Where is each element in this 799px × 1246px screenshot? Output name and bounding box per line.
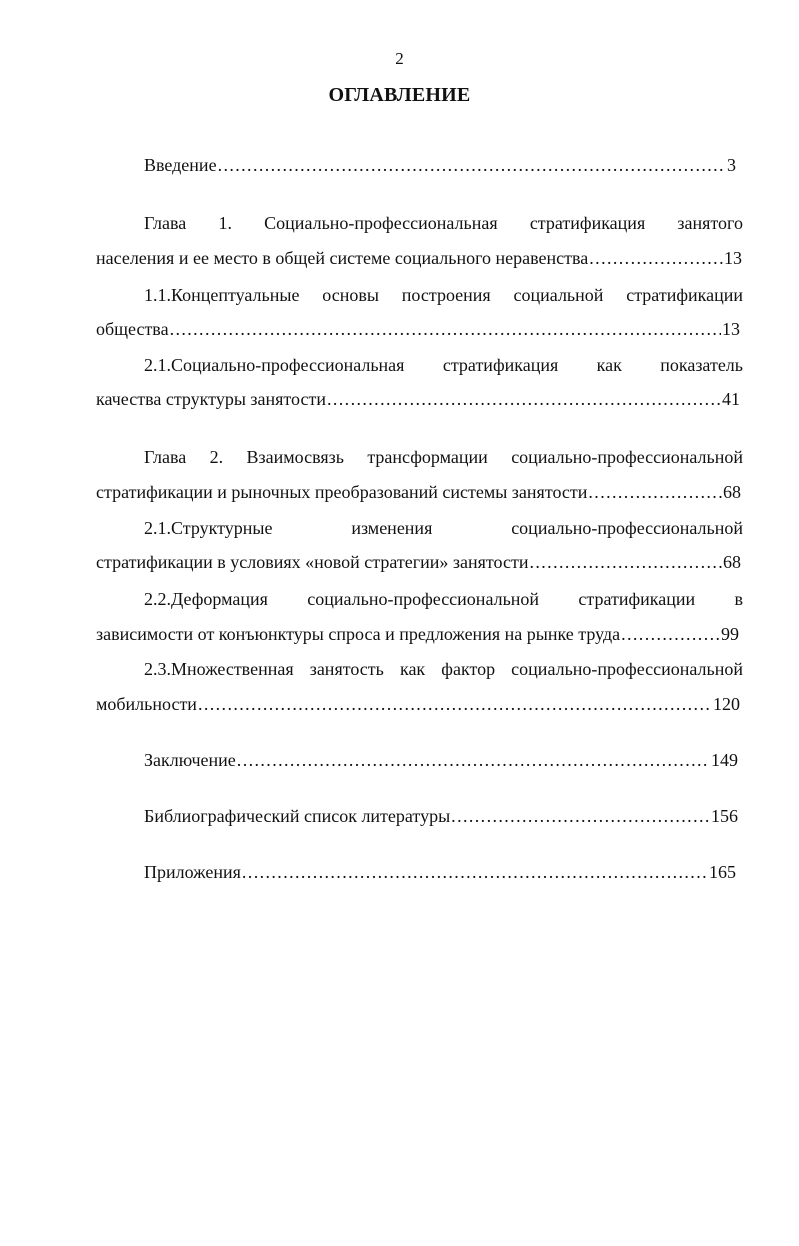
toc-entry-section-1-1[interactable] bbox=[96, 317, 740, 341]
toc-label: мобильности bbox=[96, 694, 197, 714]
dot-leader bbox=[242, 860, 708, 884]
page-title: ОГЛАВЛЕНИЕ bbox=[328, 84, 471, 106]
toc-entry-section-1-1-title[interactable]: 1.1.Концептуальные основы построения социальной стратификации bbox=[144, 285, 743, 305]
toc-entry-intro[interactable] bbox=[144, 153, 736, 177]
toc-entry-section-2-1[interactable] bbox=[96, 387, 740, 411]
page-number: 2 bbox=[395, 49, 404, 68]
toc-entry-chapter-1[interactable] bbox=[96, 246, 742, 270]
toc-label: общества bbox=[96, 319, 169, 339]
toc-label: Приложения bbox=[144, 862, 241, 882]
dot-leader bbox=[589, 246, 723, 270]
dot-leader bbox=[327, 387, 721, 411]
toc-page: 13 bbox=[724, 248, 742, 268]
toc-entry-bibliography[interactable] bbox=[144, 804, 738, 828]
toc-page: 3 bbox=[727, 155, 736, 175]
toc-page: 120 bbox=[713, 694, 740, 714]
toc-label: стратификации в условиях «новой стратегии» занятости bbox=[96, 552, 529, 572]
toc-page: 68 bbox=[723, 552, 741, 572]
toc-entry-section-2-2[interactable] bbox=[96, 622, 739, 646]
toc-entry-section-2-3[interactable] bbox=[96, 692, 740, 716]
toc-entry-conclusion[interactable] bbox=[144, 748, 738, 772]
toc-label: качества структуры занятости bbox=[96, 389, 326, 409]
toc-entry-chapter-2-title[interactable]: Глава 2. Взаимосвязь трансформации социально-профессиональной bbox=[144, 447, 743, 467]
dot-leader bbox=[170, 317, 721, 341]
toc-label: стратификации и рыночных преобразований системы занятости bbox=[96, 482, 588, 502]
toc-label: зависимости от конъюнктуры спроса и предложения на рынке труда bbox=[96, 624, 621, 644]
dot-leader bbox=[198, 692, 712, 716]
toc-label: Заключение bbox=[144, 750, 236, 770]
toc-page: 165 bbox=[709, 862, 736, 882]
toc-page: 41 bbox=[722, 389, 740, 409]
toc-entry-appendix[interactable] bbox=[144, 860, 736, 884]
dot-leader bbox=[529, 550, 722, 574]
toc-entry-chapter-1-title[interactable]: Глава 1. Социально-профессиональная стратификация занятого bbox=[144, 213, 743, 233]
dot-leader bbox=[621, 622, 720, 646]
toc-page: 68 bbox=[723, 482, 741, 502]
toc-entry-chapter-2[interactable] bbox=[96, 480, 741, 504]
dot-leader bbox=[588, 480, 722, 504]
dot-leader bbox=[451, 804, 710, 828]
toc-label: Введение bbox=[144, 155, 217, 175]
toc-page: 99 bbox=[721, 624, 739, 644]
toc-label: населения и ее место в общей системе социального неравенства bbox=[96, 248, 589, 268]
toc-entry-section-2-2-title[interactable]: 2.2.Деформация социально-профессиональной стратификации в bbox=[144, 589, 743, 609]
toc-label: Библиографический список литературы bbox=[144, 806, 451, 826]
toc-page: 13 bbox=[722, 319, 740, 339]
dot-leader bbox=[218, 153, 726, 177]
dot-leader bbox=[237, 748, 710, 772]
toc-entry-section-2-1b[interactable] bbox=[96, 550, 741, 574]
toc-page: 149 bbox=[711, 750, 738, 770]
toc-page: 156 bbox=[711, 806, 738, 826]
toc-entry-section-2-1b-title[interactable]: 2.1.Структурные изменения социально-профессиональной bbox=[144, 518, 743, 538]
toc-entry-section-2-1-title[interactable]: 2.1.Социально-профессиональная стратификация как показатель bbox=[144, 355, 743, 375]
toc-entry-section-2-3-title[interactable]: 2.3.Множественная занятость как фактор социально-профессиональной bbox=[144, 659, 743, 679]
